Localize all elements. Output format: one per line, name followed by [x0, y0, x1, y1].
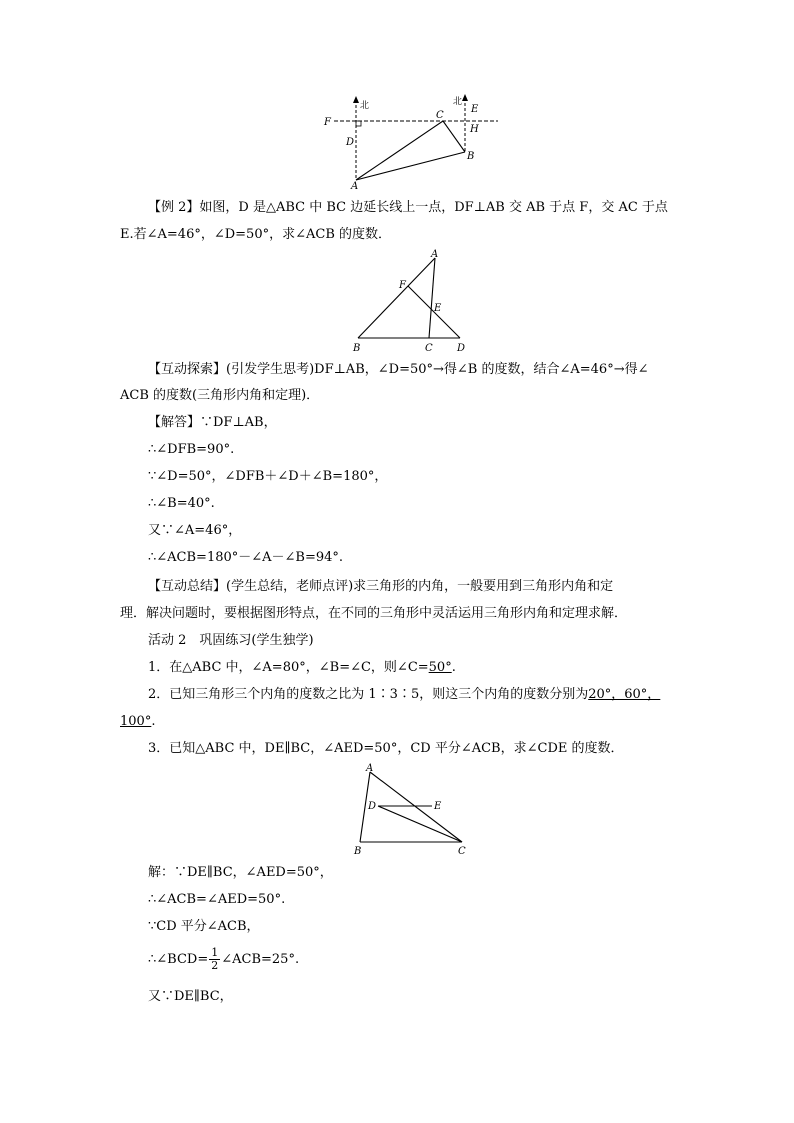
label-B: B	[354, 846, 362, 857]
label-B: B	[467, 151, 475, 162]
label-D: D	[457, 343, 466, 354]
label-E: E	[471, 104, 479, 115]
label-C: C	[425, 343, 433, 354]
north-arrow-left-icon	[353, 96, 359, 103]
north-arrow-right-icon	[462, 94, 468, 101]
label-C: C	[458, 846, 466, 857]
question-1-tail: .	[451, 660, 456, 675]
question-2-answer-part2: 100°	[120, 714, 152, 729]
label-A: A	[366, 763, 374, 774]
fraction-one-half	[209, 947, 220, 972]
segment-BA	[358, 258, 435, 338]
fraction-denominator: 2	[211, 959, 219, 972]
segment-AC	[370, 772, 462, 842]
label-north-left: 北	[360, 101, 370, 111]
question-1-answer: 50°	[428, 660, 452, 675]
question-2-line2	[120, 713, 690, 731]
figure-navigation	[320, 92, 505, 190]
segment-CB	[443, 121, 465, 152]
summary-line1: 【互动总结】(学生总结，老师点评)求三角形的内角，一般要用到三角形内角和定	[148, 579, 614, 594]
label-E: E	[434, 801, 442, 812]
example2-line2: E.若∠A=46°，∠D=50°，求∠ACB 的度数．	[120, 227, 392, 242]
fraction-numerator: 1	[211, 946, 219, 959]
summary-line2: 理．解决问题时，要根据图形特点，在不同的三角形中灵活运用三角形内角和定理求解．	[120, 606, 628, 621]
explore-line1: 【互动探索】(引发学生思考)DF⊥AB，∠D=50°→得∠B 的度数，结合∠A=46°→得∠	[148, 362, 649, 377]
label-B: B	[353, 343, 361, 354]
label-A: A	[351, 181, 359, 190]
label-H: H	[470, 124, 479, 135]
question-2-tail: .	[151, 714, 156, 729]
question-3: 3．已知△ABC 中，DE∥BC，∠AED=50°，CD 平分∠ACB，求∠CDE 的度数．	[148, 741, 624, 756]
solution-line4	[148, 946, 718, 974]
question-1-text: 1．在△ABC 中，∠A=80°，∠B=∠C，则∠C=	[148, 660, 429, 675]
segment-AC	[356, 121, 443, 180]
label-F: F	[324, 117, 331, 128]
answer-line4: ∴∠B=40°.	[148, 496, 215, 511]
segment-AC	[429, 258, 435, 338]
solution-line1: 解：∵DE∥BC，∠AED=50°，	[148, 865, 333, 880]
explore-line2: ACB 的度数(三角形内角和定理)．	[120, 388, 320, 403]
label-north-right: 北	[453, 97, 463, 107]
label-D: D	[368, 801, 377, 812]
answer-line1: 【解答】∵DF⊥AB，	[148, 415, 277, 430]
segment-AB	[356, 152, 465, 180]
answer-line3: ∵∠D=50°，∠DFB＋∠D＋∠B=180°，	[148, 469, 388, 484]
label-A: A	[431, 249, 439, 260]
right-angle-mark	[356, 121, 361, 126]
solution-line4-end: ∠ACB=25°.	[221, 952, 300, 967]
activity2-heading: 活动 2 巩固练习(学生独学)	[148, 633, 314, 648]
solution-line4-start: ∴∠BCD=	[148, 952, 209, 967]
solution-line3: ∵CD 平分∠ACB，	[148, 919, 260, 934]
label-D: D	[346, 137, 355, 148]
question-2-text: 2．已知三角形三个内角的度数之比为 1∶3∶5，则这三个内角的度数分别为	[148, 687, 589, 702]
solution-line5: 又∵DE∥BC，	[148, 989, 233, 1004]
question-2-answer-part1: 20°，60°，	[588, 687, 661, 702]
figure-question3	[352, 762, 477, 858]
segment-DC	[378, 806, 462, 842]
answer-line2: ∴∠DFB=90°.	[148, 442, 235, 457]
question-1	[148, 659, 718, 677]
label-F: F	[399, 280, 406, 291]
label-C: C	[436, 110, 444, 121]
question-2-line1	[148, 686, 718, 704]
example2-line1: 【例 2】如图，D 是△ABC 中 BC 边延长线上一点，DF⊥AB 交 AB 于点 F，交 AC 于点	[148, 200, 668, 215]
label-E: E	[434, 303, 442, 314]
answer-line6: ∴∠ACB=180°－∠A－∠B=94°.	[148, 550, 344, 565]
solution-line2: ∴∠ACB=∠AED=50°.	[148, 892, 286, 907]
answer-line5: 又∵∠A=46°，	[148, 523, 242, 538]
figure-example2	[350, 248, 475, 356]
